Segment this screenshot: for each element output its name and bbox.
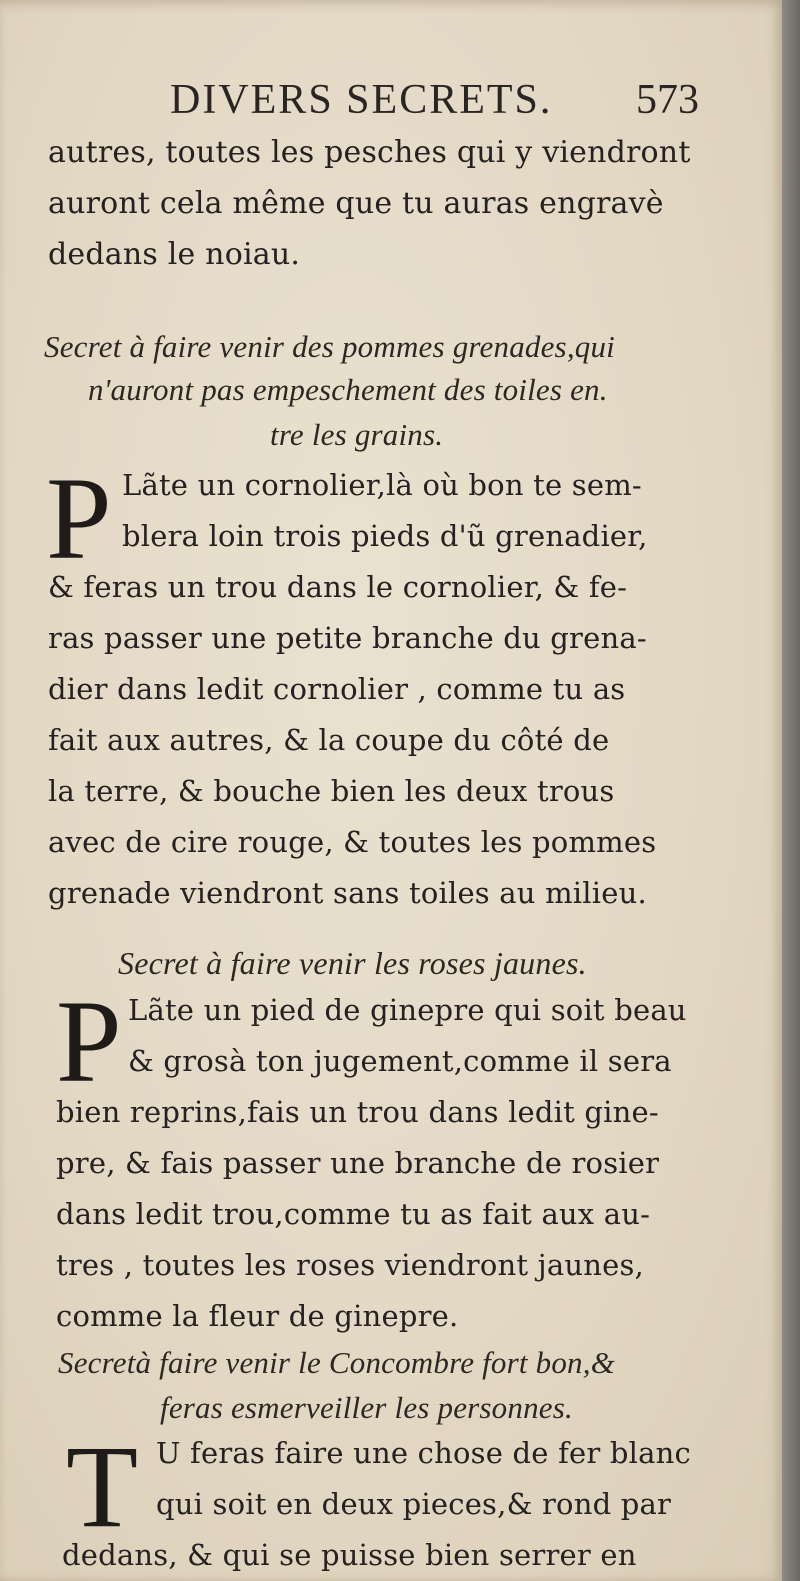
continuation-line: dedans le noiau. xyxy=(48,237,301,272)
section-title: n'auront pas empeschement des toiles en. xyxy=(88,372,608,407)
paragraph-line: la terre, & bouche bien les deux trous xyxy=(48,774,615,808)
paragraph-line: tres , toutes les roses viendront jaunes, xyxy=(56,1248,644,1282)
paragraph-line: bien reprins,fais un trou dans ledit gine- xyxy=(56,1095,659,1129)
paragraph-line: fait aux autres, & la coupe du côté de xyxy=(48,723,610,757)
paragraph-line: ras passer une petite branche du grena- xyxy=(48,621,647,655)
paragraph-line: comme la fleur de ginepre. xyxy=(56,1299,459,1333)
paragraph-line: avec de cire rouge, & toutes les pommes xyxy=(48,825,657,859)
paragraph-line: U feras faire une chose de fer blanc xyxy=(156,1436,691,1470)
drop-cap-initial: T xyxy=(66,1421,139,1552)
paragraph-line: dier dans ledit cornolier , comme tu as xyxy=(48,672,626,706)
continuation-line: autres, toutes les pesches qui y viendront xyxy=(48,135,691,170)
drop-cap-initial: P xyxy=(46,453,112,584)
section-title: tre les grains. xyxy=(270,417,444,452)
running-head: DIVERS SECRETS. xyxy=(170,77,553,123)
page-edge xyxy=(782,0,800,1581)
continuation-line: auront cela même que tu auras engravè xyxy=(48,186,664,221)
paragraph-line: dedans, & qui se puisse bien serrer en xyxy=(62,1538,637,1572)
paragraph-line: pre, & fais passer une branche de rosier xyxy=(56,1146,660,1180)
page-number: 573 xyxy=(636,77,699,123)
paragraph-line: Lãte un cornolier,là où bon te sem- xyxy=(122,468,642,502)
paragraph-line: dans ledit trou,comme tu as fait aux au- xyxy=(56,1197,651,1231)
section-title: Secret à faire venir des pommes grenades,qui xyxy=(44,329,615,364)
paragraph-line: qui soit en deux pieces,& rond par xyxy=(156,1487,672,1521)
section-title: feras esmerveiller les personnes. xyxy=(160,1390,573,1425)
section-title: Secretà faire venir le Concombre fort bon,& xyxy=(58,1345,616,1380)
drop-cap-initial: P xyxy=(56,976,122,1107)
paragraph-line: & grosà ton jugement,comme il sera xyxy=(128,1044,672,1078)
paragraph-line: Lãte un pied de ginepre qui soit beau xyxy=(128,993,687,1027)
paragraph-line: blera loin trois pieds d'ũ grenadier, xyxy=(122,519,648,553)
paragraph-line: & feras un trou dans le cornolier, & fe- xyxy=(48,570,628,604)
section-title: Secret à faire venir les roses jaunes. xyxy=(118,945,587,981)
paragraph-line: grenade viendront sans toiles au milieu. xyxy=(48,876,647,910)
